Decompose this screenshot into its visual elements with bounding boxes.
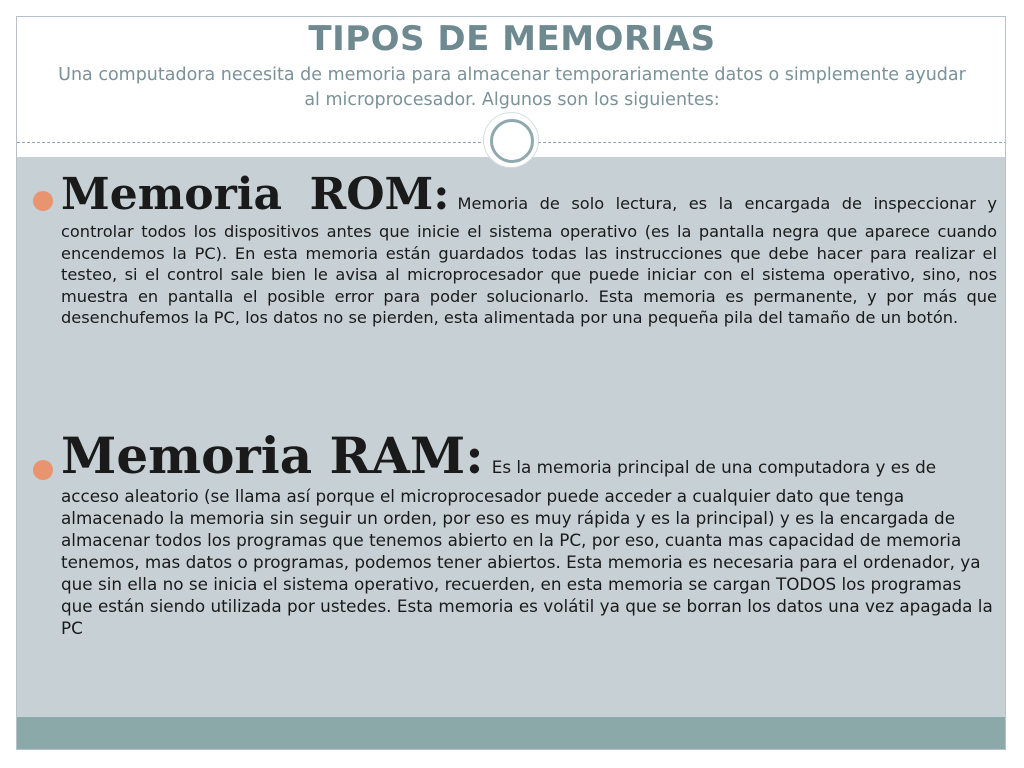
item-heading: Memoria ROM: xyxy=(61,169,450,220)
item-paragraph xyxy=(61,169,997,329)
item-description: Es la memoria principal de una computadora y es de acceso aleatorio (se llama así porque el microprocesador puede acceder a cualquier dato que tenga almacenado la memoria sin seguir un orden, por eso es muy rápida y es la principal) y es la encargada de almacenar todos los programas que tenemos abierto en la PC, por eso, cuanta mas capacidad de memoria tenemos, mas datos o programas, podemos tener abiertos. Esta memoria es necesaria para el ordenador, ya que sin ella no se inicia el sistema operativo, recuerden, en esta memoria se cargan TODOS los programas que están siendo utilizada por ustedes. Esta memoria es volátil ya que se borran los datos una vez apagada la PC xyxy=(61,457,993,638)
list-item-rom xyxy=(33,169,997,329)
item-heading: Memoria RAM: xyxy=(61,426,484,485)
list-item-ram xyxy=(33,427,997,639)
slide-body xyxy=(17,157,1006,717)
item-paragraph xyxy=(61,427,997,639)
item-description: Memoria de solo lectura, es la encargada de inspeccionar y controlar todos los dispositivos antes que inicie el sistema operativo (es la pantalla negra que aparece cuando encendemos la PC). En esta memoria están guardados todas las instrucciones que debe hacer para realizar el testeo, si el control sale bien le avisa al microprocesador que puede iniciar con el sistema operativo, sino, nos muestra en pantalla el posible error para poder solucionarlo. Esta memoria es permanente, y por más que desenchufemos la PC, los datos no se pierden, esta alimentada por una pequeña pila del tamaño de un botón. xyxy=(61,194,997,328)
ring-ornament-icon xyxy=(484,113,538,167)
slide xyxy=(16,16,1006,750)
slide-subtitle: Una computadora necesita de memoria para almacenar temporariamente datos o simplemente ayudar al microprocesador. Algunos son los siguientes: xyxy=(58,65,966,110)
slide-title: TIPOS DE MEMORIAS xyxy=(308,19,716,59)
bullet-dot-icon xyxy=(33,460,53,480)
ring-inner-icon xyxy=(490,119,534,163)
bullet-dot-icon xyxy=(33,191,53,211)
footer-bar xyxy=(17,717,1006,750)
